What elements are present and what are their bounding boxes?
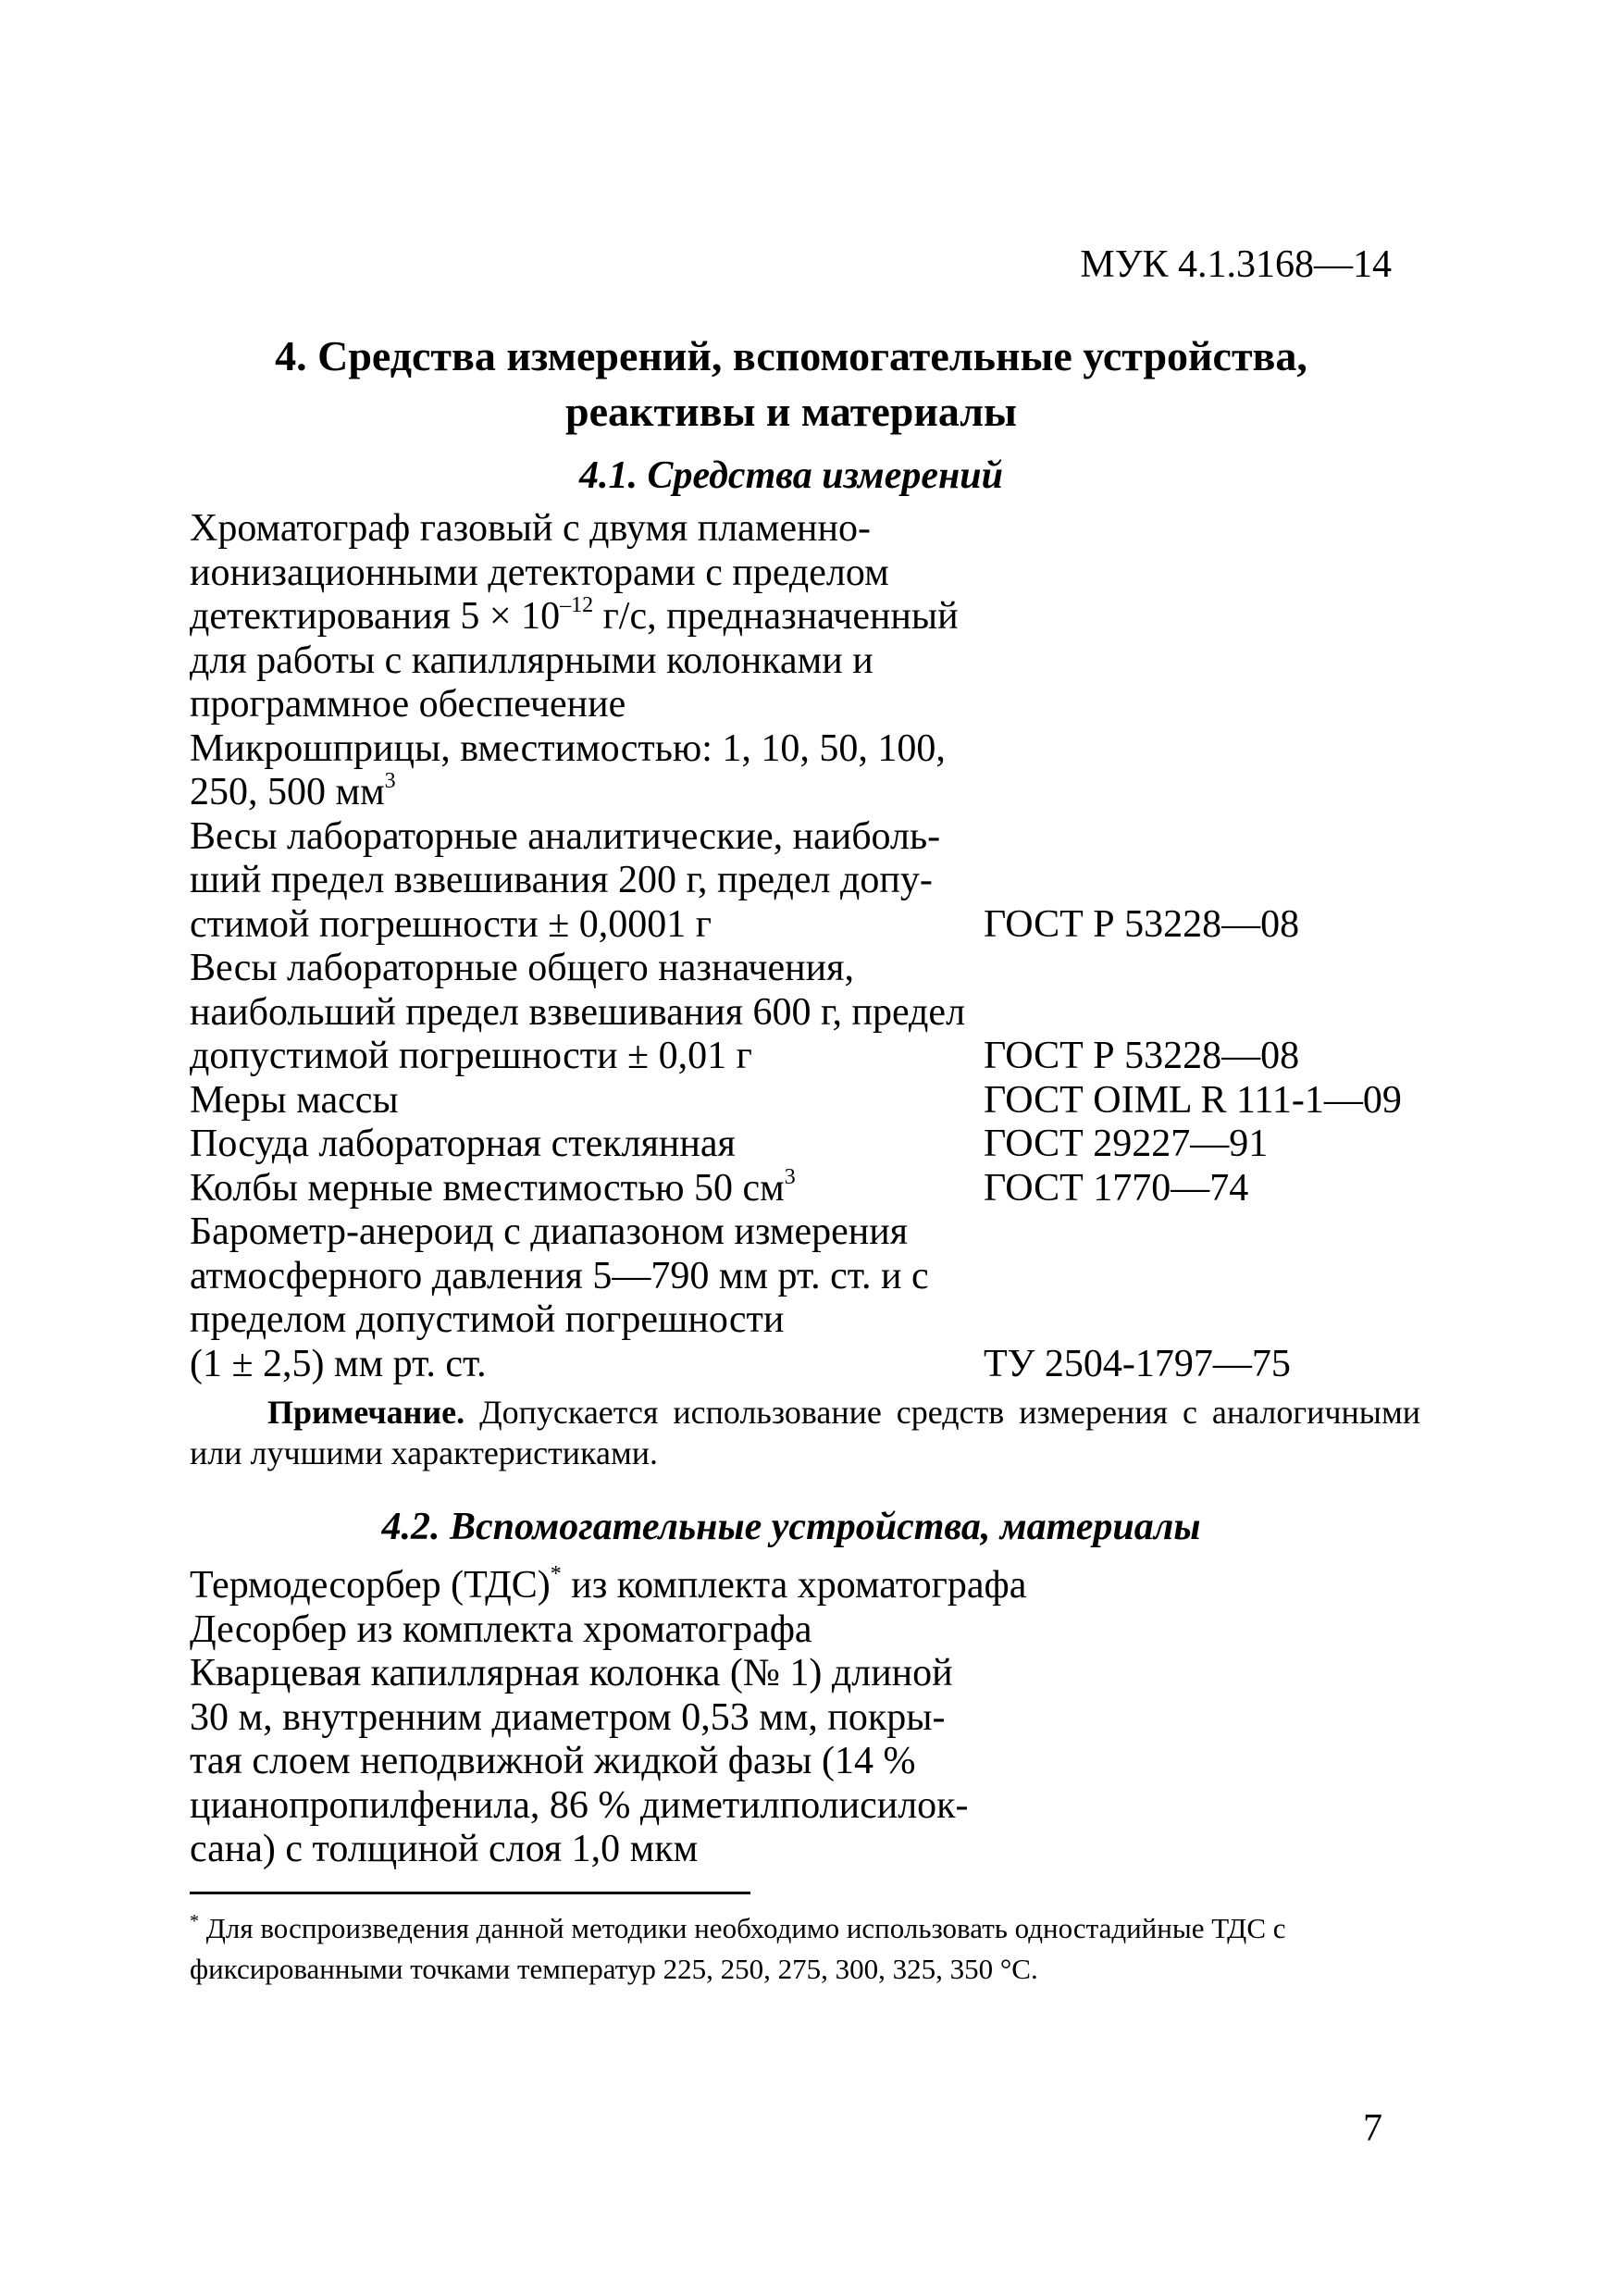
section-title xyxy=(148,329,1434,440)
row-superscript: 3 xyxy=(384,769,396,793)
note xyxy=(190,1392,1420,1473)
row-superscript: * xyxy=(550,1562,562,1586)
row-text: 250, 500 мм xyxy=(190,771,385,813)
list-row xyxy=(190,683,1430,727)
row-text: Меры массы xyxy=(190,1078,399,1122)
list-row xyxy=(190,552,1430,596)
list-row xyxy=(190,771,1430,815)
footnote-separator xyxy=(190,1892,750,1894)
list-row xyxy=(190,1652,1430,1696)
row-text: пределом допустимой погрешности xyxy=(190,1298,785,1341)
row-superscript: –12 xyxy=(560,593,594,617)
note-label: Примечание. xyxy=(267,1394,465,1431)
row-text: наибольший предел взвешивания 600 г, предел xyxy=(190,990,966,1034)
section-title-line-1: 4. Средства измерений, вспомогательные устройства, xyxy=(275,332,1307,379)
row-text: допустимой погрешности ± 0,01 г xyxy=(190,1035,752,1077)
row-text: тая слоем неподвижной жидкой фазы (14 % xyxy=(190,1740,916,1782)
list-row xyxy=(190,1564,1430,1608)
row-text: ионизационными детекторами с пределом xyxy=(190,551,889,594)
standard-reference: ГОСТ Р 53228—08 xyxy=(984,902,1300,946)
row-text: Термодесорбер (ТДС) xyxy=(190,1564,551,1607)
row-text: ший предел взвешивания 200 г, предел допу- xyxy=(190,859,933,901)
row-text: Посуда лабораторная стеклянная xyxy=(190,1123,736,1165)
list-row xyxy=(190,1696,1430,1741)
list-row xyxy=(190,1740,1430,1784)
row-text: детектирования 5 × 10 xyxy=(190,595,561,638)
list-row xyxy=(190,1210,1430,1255)
row-text: (1 ± 2,5) мм рт. ст. xyxy=(190,1342,487,1385)
list-row xyxy=(190,815,1430,860)
list-row xyxy=(190,1255,1430,1299)
footnote-mark: * xyxy=(190,1911,199,1931)
row-text: Микрошприцы, вместимостью: 1, 10, 50, 100, xyxy=(190,726,946,770)
list-row xyxy=(190,903,1430,948)
list-row xyxy=(190,1035,1430,1079)
list-row xyxy=(190,1784,1430,1829)
row-text: Кварцевая капиллярная колонка (№ 1) длиной xyxy=(190,1652,953,1694)
standard-reference: ГОСТ 1770—74 xyxy=(984,1166,1249,1210)
row-text: Барометр-анероид с диапазоном измерения xyxy=(190,1210,909,1253)
note-text: Допускается использование средств измерения с аналогичными или лучшими характеристиками. xyxy=(190,1394,1420,1471)
list-row xyxy=(190,507,1430,552)
list-row xyxy=(190,1079,1430,1123)
list-row xyxy=(190,1828,1430,1872)
list-row xyxy=(190,595,1430,639)
standard-reference: ГОСТ 29227—91 xyxy=(984,1123,1269,1165)
row-text: Весы лабораторные общего назначения, xyxy=(190,947,854,989)
standard-reference: ГОСТ OIML R 111-1—09 xyxy=(984,1078,1402,1122)
list-row xyxy=(190,1164,1430,1211)
list-row xyxy=(190,727,1430,772)
footnote-text: Для воспроизведения данной методики необходимо использовать одностадийные ТДС с фиксированными точками температур 225, 250, 275, 300, 325, 350 °С. xyxy=(190,1912,1286,1985)
row-text: стимой погрешности ± 0,0001 г xyxy=(190,902,712,946)
list-row xyxy=(190,639,1430,684)
auxiliary-devices-list xyxy=(190,1564,1430,1872)
row-text: сана) с толщиной слоя 1,0 мкм xyxy=(190,1828,699,1870)
row-text: цианопропилфенила, 86 % диметилполисилок- xyxy=(190,1783,969,1827)
list-row xyxy=(190,1298,1430,1343)
standard-reference: ТУ 2504-1797—75 xyxy=(984,1342,1291,1385)
row-text: 30 м, внутренним диаметром 0,53 мм, покры- xyxy=(190,1695,946,1739)
row-superscript: 3 xyxy=(784,1164,796,1189)
list-row xyxy=(190,1343,1430,1387)
footnote xyxy=(190,1908,1420,1990)
list-row xyxy=(190,991,1430,1036)
row-text: программное обеспечение xyxy=(190,683,626,726)
row-text-continued: г/с, предназначенный xyxy=(593,595,959,638)
page-number: 7 xyxy=(1363,2107,1382,2150)
measuring-instruments-list xyxy=(190,507,1430,1386)
subsection-title-auxiliary-devices: 4.2. Вспомогательные устройства, материалы xyxy=(381,1506,1201,1548)
subsection-title-measuring-instruments: 4.1. Средства измерений xyxy=(578,454,1004,497)
list-row xyxy=(190,1608,1430,1653)
row-text: атмосферного давления 5—790 мм рт. ст. и с xyxy=(190,1254,929,1297)
row-text: для работы с капиллярными колонками и xyxy=(190,639,873,682)
list-row xyxy=(190,1123,1430,1167)
list-row xyxy=(190,947,1430,991)
row-text: Колбы мерные вместимостью 50 см xyxy=(190,1166,785,1210)
row-text: Хроматограф газовый с двумя пламенно- xyxy=(190,507,871,550)
row-text: Десорбер из комплекта хроматографа xyxy=(190,1607,812,1651)
list-row xyxy=(190,859,1430,903)
section-title-line-2: реактивы и материалы xyxy=(565,388,1017,435)
row-text-continued: из комплекта хроматографа xyxy=(561,1564,1027,1607)
document-number: МУК 4.1.3168—14 xyxy=(1080,243,1392,286)
row-text: Весы лабораторные аналитические, наиболь- xyxy=(190,814,941,858)
standard-reference: ГОСТ Р 53228—08 xyxy=(984,1035,1300,1077)
